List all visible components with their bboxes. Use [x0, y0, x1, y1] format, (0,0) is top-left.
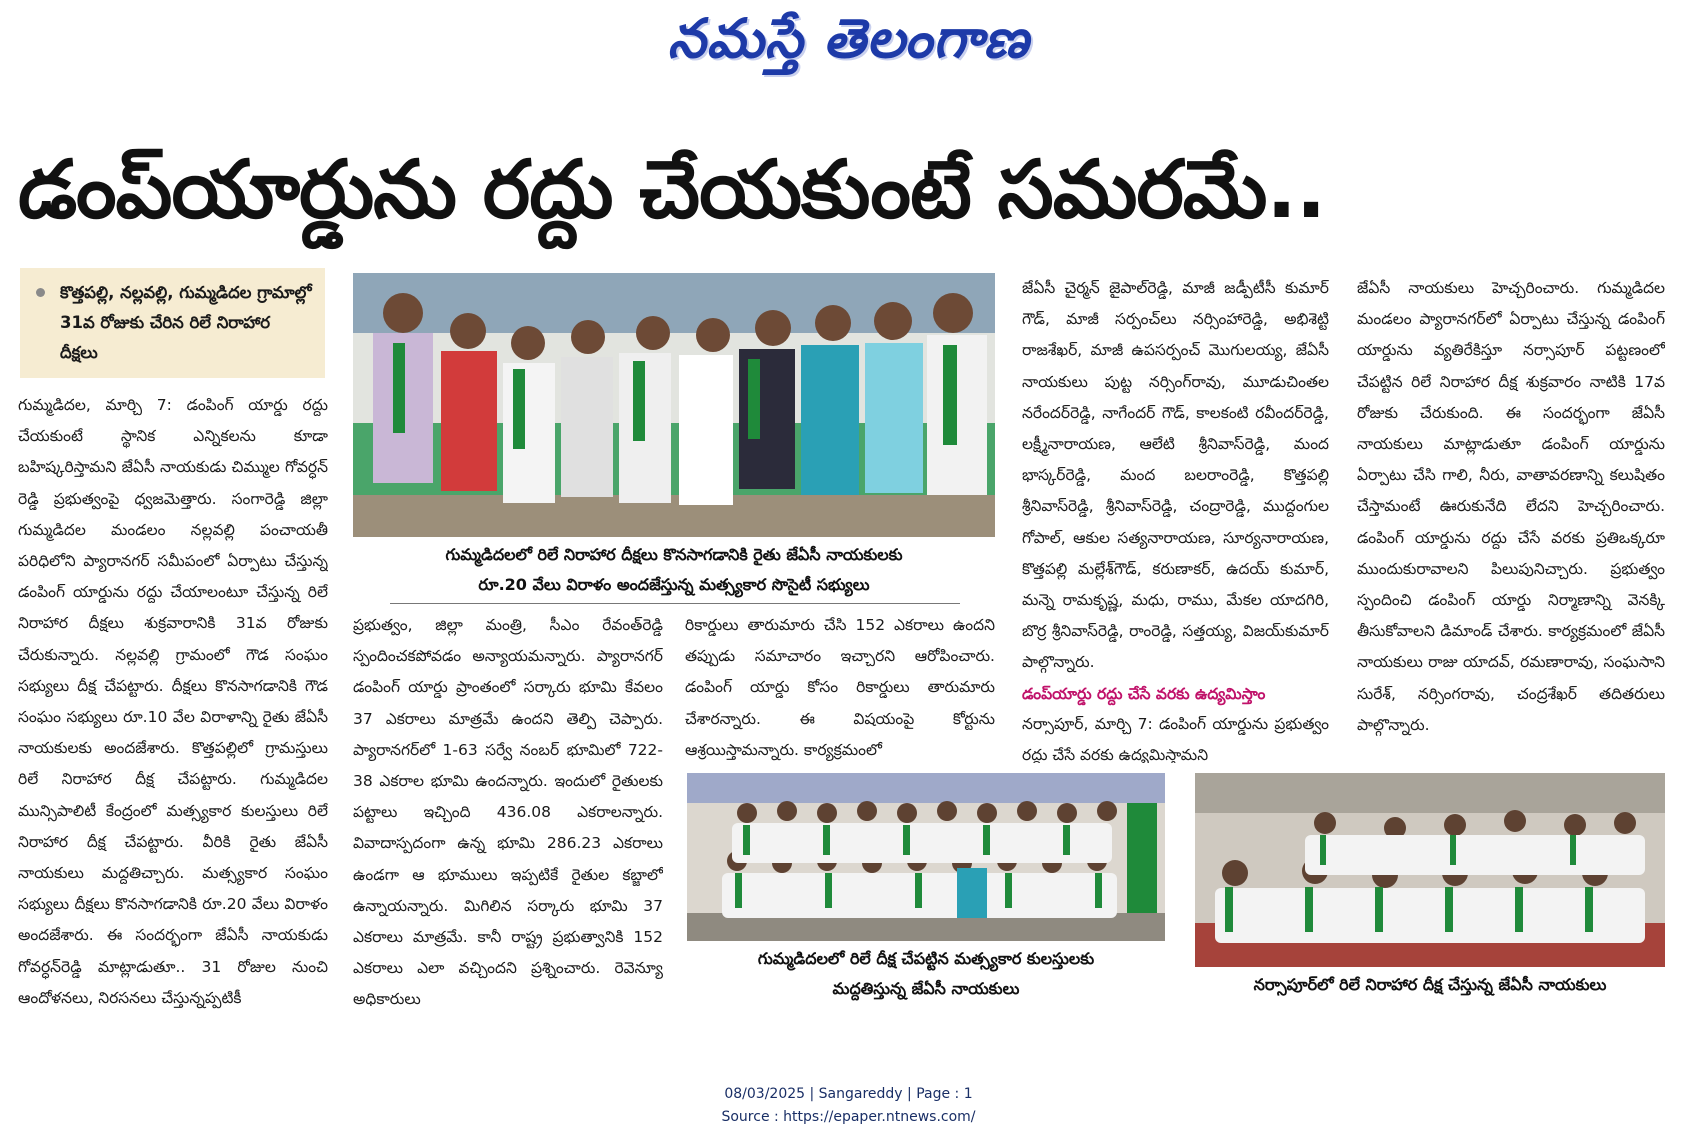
- article-column-1: [18, 390, 328, 1010]
- photo-narsapur-caption: నర్సాపూర్‌లో రిలే నిరాహార దీక్ష చేస్తున్న జేఏసీ నాయకులు: [1253, 975, 1607, 994]
- column-5-text: జేఏసీ నాయకులు హెచ్చరించారు. గుమ్మడిదల మండలం ప్యారానగర్‌లో ఏర్పాటు చేస్తున్న డంపింగ్ యార్డును వ్యతిరేకిస్తూ నర్సాపూర్ పట్టణంలో చేపట్టిన రిలే నిరాహార దీక్ష శుక్రవారం నాటికి 17వ రోజుకు చేరుకుంది. ఈ సందర్భంగా జేఏసీ నాయకులు మాట్లాడుతూ డంపింగ్ యార్డును ఏర్పాటు చేసి గాలి, నీరు, వాతావరణాన్ని కలుషితం చేస్తామంటే ఊరుకునేది లేదని హెచ్చరించారు. డంపింగ్ యార్డును రద్దు చేసే వరకు ప్రతిఒక్కరూ ముందుకురావాలని పిలుపునిచ్చారు. ప్రభుత్వం స్పందించి డంపింగ్ యార్డు నిర్మాణాన్ని వెనక్కి తీసుకోవాలని డిమాండ్ చేశారు. కార్యక్రమంలో జేఏసీ నాయకులు రాజు యాదవ్, రమణారావు, సంఘసాని సురేశ్, నర్సింగరావు, చంద్రశేఖర్ తదితరులు పాల్గొన్నారు.: [1357, 279, 1665, 734]
- article-column-5: [1357, 273, 1665, 763]
- photo-fishermen-image: [687, 773, 1165, 941]
- column-2-text: ప్రభుత్వం, జిల్లా మంత్రి, సీఎం రేవంత్‌రెడ్డి స్పందించకపోవడం అన్యాయమన్నారు. ప్యారానగర్ డంపింగ్ యార్డు ప్రాంతంలో సర్కారు భూమి కేవలం 37 ఎకరాలు మాత్రమే ఉందని తెల్పి చెప్పారు. ప్యారానగర్‌లో 1-63 సర్వే నంబర్ భూమిలో 722-38 ఎకరాల భూమి ఉందన్నారు. ఇందులో రైతులకు పట్టాలు ఇచ్చింది 436.08 ఎకరాలన్నారు. వివాదాస్పదంగా ఉన్న భూమి 286.23 ఎకరాలు ఉండగా ఆ భూములు ఇప్పటికే రైతుల కబ్జాలో ఉన్నాయన్నారు. మిగిలిన సర్కారు భూమి 37 ఎకరాలు మాత్రమే. కానీ రాష్ట్ర ప్రభుత్వానికి 152 ఎకరాలు ఎలా వచ్చిందని ప్రశ్నించారు. రెవెన్యూ అధికారులు: [353, 616, 663, 1009]
- page-footer: [0, 1083, 1697, 1129]
- column-4-text: జేఏసీ చైర్మన్ జైపాల్‌రెడ్డి, మాజీ జడ్పీటీసీ కుమార్ గౌడ్, మాజీ సర్పంచ్‌లు నర్సింహారెడ్డి, అభిశెట్టి రాజశేఖర్, మాజీ ఉపసర్పంచ్ మొగులయ్య, జేఏసీ నాయకులు పుట్ట నర్సింగ్‌రావు, మూడుచింతల నరేందర్‌రెడ్డి, నాగేందర్ గౌడ్, కాలకంటి రవీందర్‌రెడ్డి, లక్ష్మీనారాయణ, ఆలేటి శ్రీనివాస్‌రెడ్డి, మంద భాస్కర్‌రెడ్డి, మంద బలరాంరెడ్డి, కొత్తపల్లి శ్రీనివాస్‌రెడ్డి, శ్రీనివాస్‌రెడ్డి, చంద్రారెడ్డి, ముద్దంగుల గోపాల్, ఆకుల సత్యనారాయణ, సూర్యనారాయణ, కొత్తపల్లి మల్లేశ్‌గౌడ్, కరుణాకర్, ఉదయ్ కుమార్, మన్నె రామకృష్ణ, మధు, రాము, మేకల యాదగిరి, బొర్ర శ్రీనివాస్‌రెడ్డి, రాంరెడ్డి, సత్తయ్య, విజయ్‌కుమార్ పాల్గొన్నారు.: [1022, 279, 1329, 672]
- photo-narsapur: [1195, 773, 1665, 967]
- article-column-2: [353, 610, 663, 1010]
- bullet-icon: [36, 288, 45, 297]
- caption-divider: [390, 603, 960, 604]
- photo-donation-caption-line1: గుమ్మడిదలలో రిలే నిరాహార దీక్షలు కొనసాగడానికి రైతు జేఏసీ నాయకులకు: [445, 545, 903, 564]
- photo-narsapur-image: [1195, 773, 1665, 967]
- column-1-text: గుమ్మడిదల, మార్చి 7: డంపింగ్ యార్డు రద్దు చేయకుంటే స్థానిక ఎన్నికలను కూడా బహిష్కరిస్తామని జేఏసీ నాయకుడు చిమ్ముల గోవర్ధన్ రెడ్డి ప్రభుత్వంపై ధ్వజమెత్తారు. సంగారెడ్డి జిల్లా గుమ్మడిదల మండలం నల్లవల్లి పంచాయతీ పరిధిలోని ప్యారానగర్ సమీపంలో ఏర్పాటు చేస్తున్న డంపింగ్ యార్డును రద్దు చేయాలంటూ చేస్తున్న రిలే నిరాహార దీక్షలు శుక్రవారానికి 31వ రోజుకు చేరుకున్నారు. నల్లవల్లి గ్రామంలో గౌడ సంఘం సభ్యులు దీక్ష చేపట్టారు. దీక్షలు కొనసాగడానికి గౌడ సంఘం సభ్యులు రూ.10 వేల విరాళాన్ని రైతు జేఏసీ నాయకులకు అందజేశారు. కొత్తపల్లిలో గ్రామస్తులు రిలే నిరాహార దీక్ష చేపట్టారు. గుమ్మడిదల మున్సిపాలిటీ కేంద్రంలో మత్స్యకార కులస్తులు రిలే నిరాహార దీక్ష చేపట్టారు. వీరికి రైతు జేఏసీ నాయకులు మద్దతిచ్చారు. మత్స్యకార సంఘం సభ్యులు దీక్షలు కొనసాగడానికి రూ.20 వేలు విరాళం అందజేశారు. ఈ సందర్భంగా జేఏసీ నాయకుడు గోవర్ధన్‌రెడ్డి మాట్లాడుతూ.. 31 రోజుల నుంచి ఆందోళనలు, నిరసనలు చేస్తున్నప్పటికీ: [18, 396, 328, 1007]
- highlight-text: కొత్తపల్లి, నల్లవల్లి, గుమ్మడిదల గ్రామాల్లో 31వ రోజుకు చేరిన రిలే నిరాహార దీక్షలు: [60, 283, 312, 362]
- headline: డంప్‌యార్డును రద్దు చేయకుంటే సమరమే..: [18, 143, 1326, 236]
- highlight-box: [20, 268, 325, 378]
- footer-source-link[interactable]: Source : https://epaper.ntnews.com/: [721, 1109, 976, 1125]
- masthead-title: నమస్తే తెలంగాణ: [667, 6, 1030, 70]
- column-3-text: రికార్డులు తారుమారు చేసి 152 ఎకరాలు ఉందని తప్పుడు సమాచారం ఇచ్చారని ఆరోపించారు. డంపింగ్ యార్డు కోసం రికార్డులు తారుమారు చేశారన్నారు. ఈ విషయంపై కోర్టును ఆశ్రయిస్తామన్నారు. కార్యక్రమంలో: [685, 616, 995, 759]
- photo-fishermen: [687, 773, 1165, 941]
- column-4-subheading: డంప్‌యార్డు రద్దు చేసే వరకు ఉద్యమిస్తాం: [1022, 684, 1266, 703]
- photo-fishermen-caption-line1: గుమ్మడిదలలో రిలే దీక్ష చేపట్టిన మత్స్యకార కులస్తులకు: [757, 949, 1095, 968]
- photo-fishermen-caption: [687, 944, 1165, 1004]
- article-column-3: [685, 610, 995, 765]
- photo-donation: [353, 273, 995, 537]
- photo-fishermen-caption-line2: మద్దతిస్తున్న జేఏసీ నాయకులు: [832, 979, 1020, 998]
- column-4-text-continued: నర్సాపూర్, మార్చి 7: డంపింగ్ యార్డును ప్రభుత్వం రద్దు చేసే వరకు ఉద్యమిస్తామని: [1022, 714, 1329, 763]
- masthead-logo: [0, 6, 1697, 76]
- footer-date-edition: 08/03/2025 | Sangareddy | Page : 1: [724, 1086, 973, 1102]
- photo-donation-image: [353, 273, 995, 537]
- photo-donation-caption: [353, 540, 995, 600]
- photo-donation-caption-line2: రూ.20 వేలు విరాళం అందజేస్తున్న మత్స్యకార సొసైటీ సభ్యులు: [478, 575, 870, 594]
- article-column-4: [1022, 273, 1329, 763]
